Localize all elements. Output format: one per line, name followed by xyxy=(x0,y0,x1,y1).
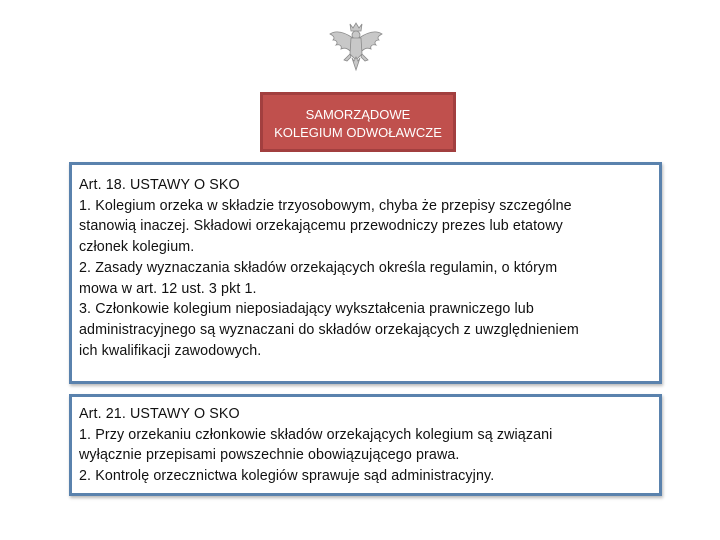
article-21-line: 1. Przy orzekaniu członkowie składów orzekających kolegium są związani xyxy=(79,426,553,443)
article-18-line: stanowią inaczej. Składowi orzekającemu przewodniczy prezes lub etatowy xyxy=(79,218,563,235)
header-line-2: KOLEGIUM ODWOŁAWCZE xyxy=(274,125,442,140)
article-21-box xyxy=(69,394,662,496)
polish-eagle-emblem-icon xyxy=(326,20,386,76)
header-line-1: SAMORZĄDOWE xyxy=(305,107,411,122)
article-18-line: 3. Członkowie kolegium nieposiadający wykształcenia prawniczego lub xyxy=(79,301,534,318)
article-21-line: 2. Kontrolę orzecznictwa kolegiów sprawuje sąd administracyjny. xyxy=(79,468,495,485)
article-18-line: członek kolegium. xyxy=(79,239,195,256)
article-18-line: 2. Zasady wyznaczania składów orzekających określa regulamin, o którym xyxy=(79,259,558,276)
article-21-title: Art. 21. USTAWY O SKO xyxy=(79,406,240,422)
article-18-line: 1. Kolegium orzeka w składzie trzyosobowym, chyba że przepisy szczególne xyxy=(79,197,572,214)
article-18-line: administracyjnego są wyznaczani do składów orzekających z uwzględnieniem xyxy=(79,321,579,338)
institution-header xyxy=(260,92,456,152)
article-18-box xyxy=(69,162,662,384)
article-18-line: ich kwalifikacji zawodowych. xyxy=(79,342,262,359)
article-21-line: wyłącznie przepisami powszechnie obowiązującego prawa. xyxy=(79,447,460,464)
article-18-line: mowa w art. 12 ust. 3 pkt 1. xyxy=(79,280,257,297)
article-18-title: Art. 18. USTAWY O SKO xyxy=(79,177,240,193)
